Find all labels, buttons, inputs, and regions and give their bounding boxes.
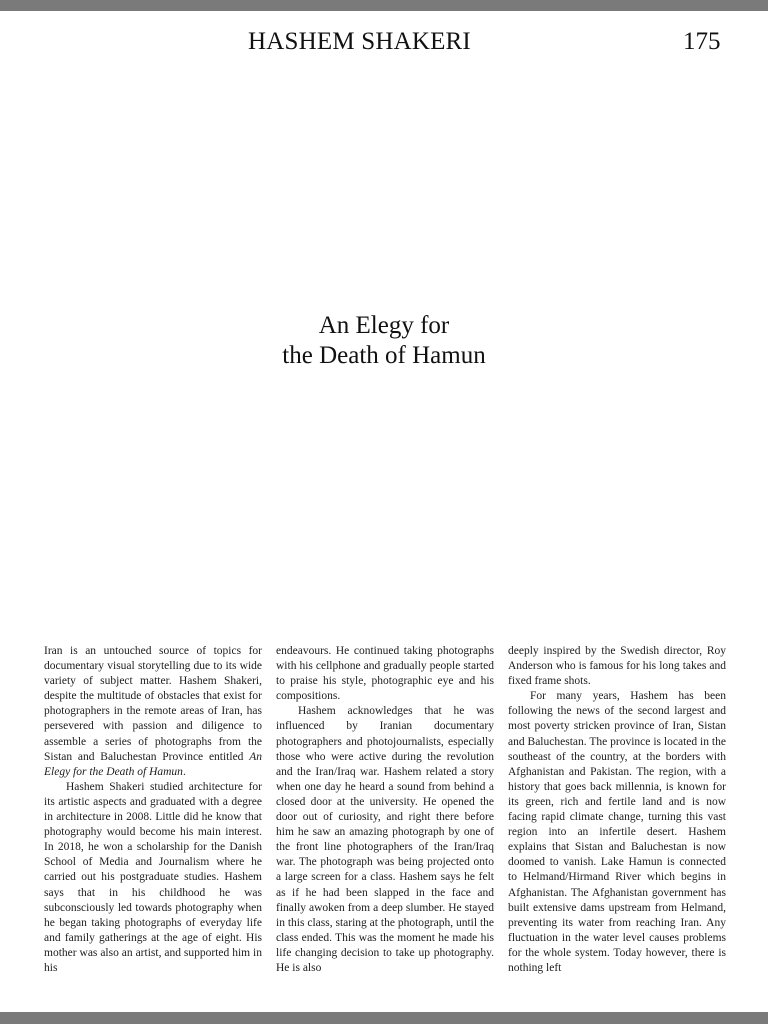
body-paragraph: For many years, Hashem has been following the news of the second largest and most poverty stricken province of Iran, Sistan and Baluchestan. The province is located in the southeast of the country, at the borders with Afghanistan and Pakistan. The region, with a history that goes back millennia, is known for its green, rich and fertile land and is now facing rapid climate change, turning this vast region into an infertile desert. Hashem explains that Sistan and Baluchestan is now doomed to vanish. Lake Hamun is connected to Helmand/Hirmand River which begins in Afghanistan. The Afghanistan government has built extensive dams upstream from Helmand, preventing its water from reaching Iran. Any fluctuation in the water level causes problems for the whole system. Today however, there is nothing left [508,690,726,974]
body-paragraph: Hashem acknowledges that he was influenced by Iranian documentary photographers and photojournalists, especially those who were active during the revolution and the Iran/Iraq war. Hashem related a story when one day he heard a sound from behind a closed door at the university. He opened the door out of curiosity, and right there before him he saw an amazing photograph by one of the front line photographers of the Iran/Iraq war. The photograph was being projected onto a large screen for a class. Hashem says he felt as if he had been slapped in the face and finally awoken from a deep slumber. He stayed in this class, staring at the photograph, until the class ended. This was the moment he made his life changing decision to take up photography. He is also [276,705,494,974]
body-text: . [182,765,186,778]
body-column-2 [276,644,494,976]
body-text: Iran is an untouched source of topics for documentary visual storytelling due to its wide variety of subject matter. Hashem Shakeri, despite the multitude of obstacles that exist for photographers in the remote areas of Iran, has persevered with passion and diligence to assemble a series of photographs from the Sistan and Baluchestan Province entitled [44,645,262,763]
article-title-line-2: the Death of Hamun [282,342,486,369]
bottom-border-bar [0,1012,768,1024]
body-paragraph: endeavours. He continued taking photographs with his cellphone and gradually people started to praise his style, photographic eye and his compositions. [276,645,494,703]
body-column-3 [508,644,726,976]
page-number: 175 [683,28,721,55]
body-paragraph: Hashem Shakeri studied architecture for its artistic aspects and graduated with a degree in architecture in 2008. Little did he know that photography would become his main interest. In 2018, he won a scholarship for the Danish School of Media and Journalism where he carried out his postgraduate studies. Hashem says that in his childhood he was subconsciously led towards photography when he began taking photographs of everyday life and family gatherings at the age of eight. His mother was also an artist, and supported him in his [44,780,262,974]
series-title-italic: An Elegy for the Death of Hamun [44,750,262,778]
top-border-bar [0,0,768,11]
body-paragraph: deeply inspired by the Swedish director, Roy Anderson who is famous for his long takes and fixed frame shots. [508,645,726,688]
running-head: HASHEM SHAKERI [248,28,471,55]
body-column-1 [44,644,262,976]
article-title-line-1: An Elegy for [318,312,450,339]
body-paragraph [44,644,262,780]
article-title [0,311,768,371]
